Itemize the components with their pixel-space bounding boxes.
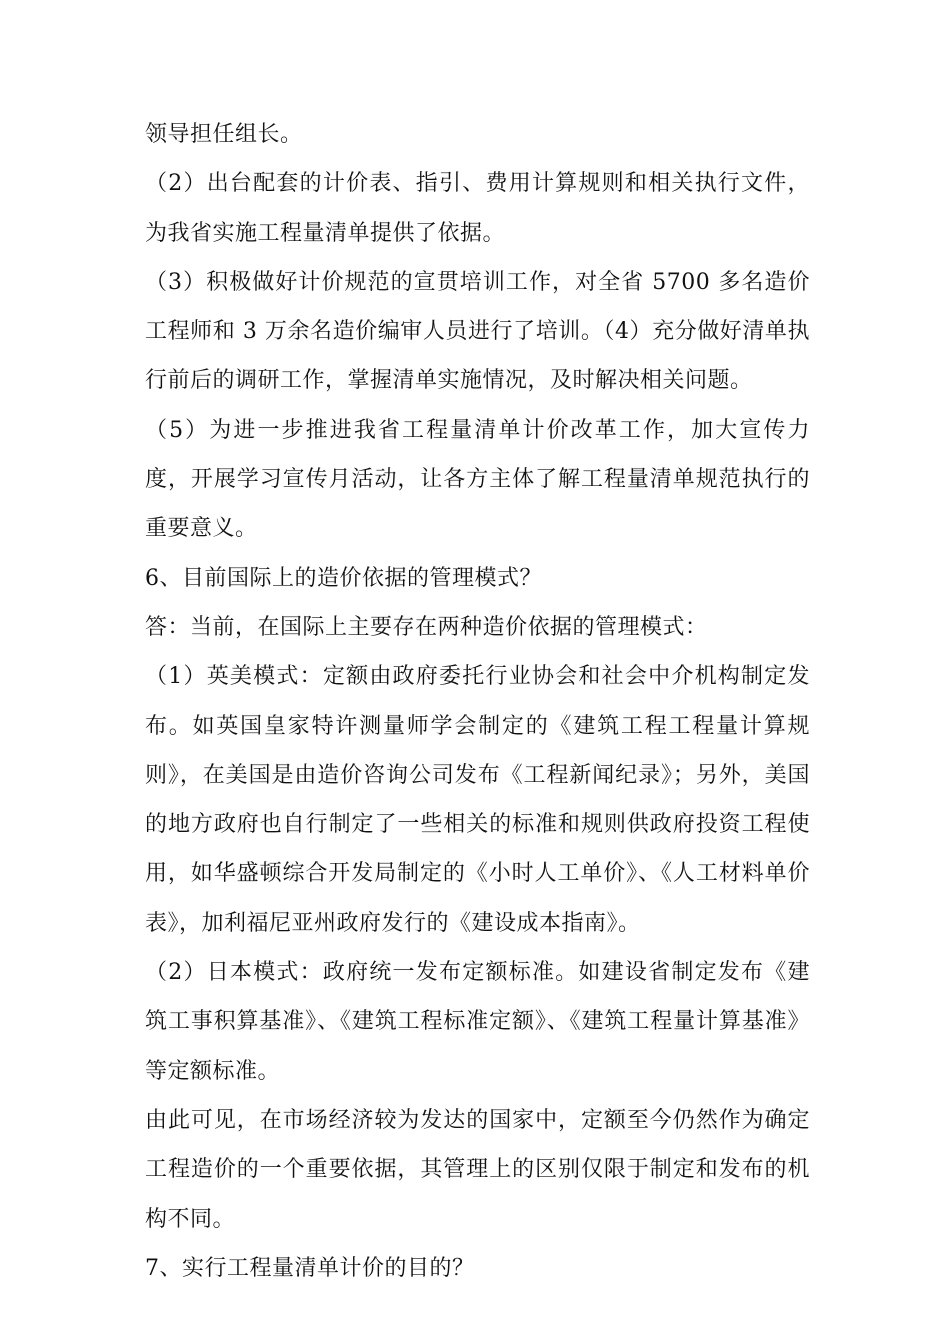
paragraph-item-5: （5）为进一步推进我省工程量清单计价改革工作，加大宣传力度，开展学习宣传月活动，让各方主体了解工程量清单规范执行的重要意义。	[145, 417, 810, 542]
paragraph-uk-us-model: （1）英美模式：定额由政府委托行业协会和社会中介机构制定发布。如英国皇家特许测量师学会制定的《建筑工程工程量计算规则》，在美国是由造价咨询公司发布《工程新闻纪录》；另外，美国的地方政府也自行制定了一些相关的标准和规则供政府投资工程使用，如华盛顿综合开发局制定的《小时人工单价》、《人工材料单价表》，加利福尼亚州政府发行的《建设成本指南》。	[145, 664, 810, 936]
paragraph-item-3-4: （3）积极做好计价规范的宣贯培训工作，对全省 5700 多名造价工程师和 3 万余名造价编审人员进行了培训。（4）充分做好清单执行前后的调研工作，掌握清单实施情况，及时解决相关问题。	[145, 269, 810, 394]
paragraph-item-2: （2）出台配套的计价表、指引、费用计算规则和相关执行文件，为我省实施工程量清单提供了依据。	[145, 171, 810, 246]
question-6-heading: 6、目前国际上的造价依据的管理模式？	[145, 565, 542, 591]
document-body	[145, 110, 810, 1293]
paragraph-japan-model: （2）日本模式：政府统一发布定额标准。如建设省制定发布《建筑工事积算基准》、《建筑工程标准定额》、《建筑工程量计算基准》等定额标准。	[145, 960, 810, 1084]
paragraph-conclusion: 由此可见，在市场经济较为发达的国家中，定额至今仍然作为确定工程造价的一个重要依据，其管理上的区别仅限于制定和发布的机构不同。	[145, 1107, 810, 1232]
answer-6-intro: 答：当前，在国际上主要存在两种造价依据的管理模式：	[145, 614, 708, 640]
paragraph-leader-group: 领导担任组长。	[145, 122, 303, 147]
question-7-heading: 7、实行工程量清单计价的目的？	[145, 1255, 475, 1281]
